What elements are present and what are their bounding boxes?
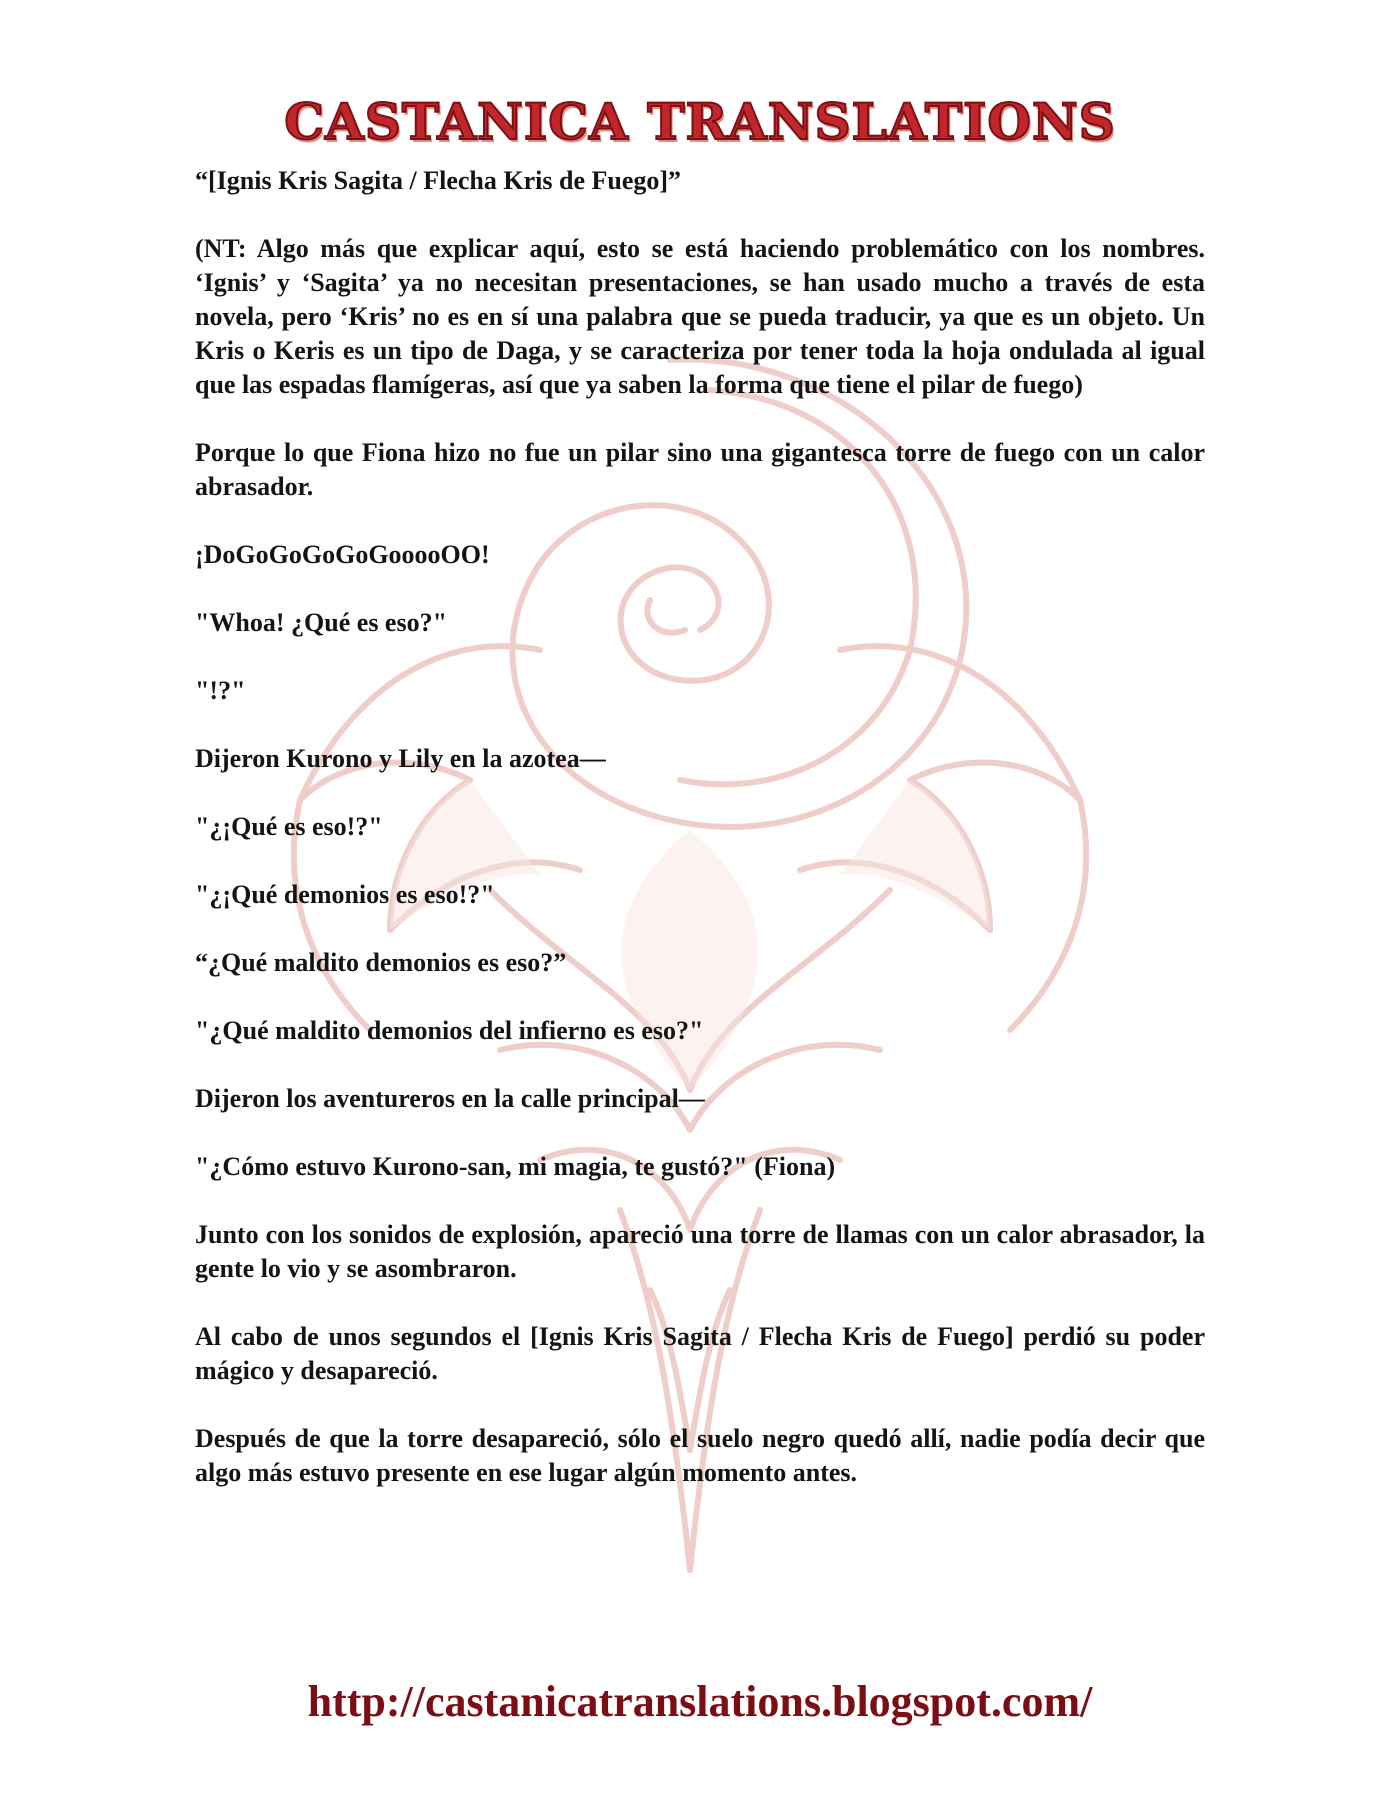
paragraph: ¡DoGoGoGoGoGooooOO!: [195, 540, 490, 569]
paragraph: Dijeron Kurono y Lily en la azotea—: [195, 744, 606, 773]
paragraph: Después de que la torre desapareció, sólo el suelo negro quedó allí, nadie podía decir que algo más estuvo presente en ese lugar algún momento antes.: [195, 1424, 1205, 1487]
paragraph: "¿¡Qué es eso!?": [195, 812, 383, 841]
paragraph: “[Ignis Kris Sagita / Flecha Kris de Fuego]”: [195, 166, 682, 195]
paragraph: "¿Qué maldito demonios del infierno es eso?": [195, 1016, 704, 1045]
translator-note-paragraph: (NT: Algo más que explicar aquí, esto se está haciendo problemático con los nombres. ‘Ignis’ y ‘Sagita’ ya no necesitan presentaciones, se han usado mucho a través de esta novela, pero ‘Kris’ no es en sí una palabra que se pueda traducir, ya que es un objeto. Un Kris o Keris es un tipo de Daga, y se caracteriza por tener toda la hoja ondulada al igual que las espadas flamígeras, así que ya saben la forma que tiene el pilar de fuego): [195, 234, 1205, 399]
paragraph: "!?": [195, 676, 246, 705]
paragraph: Dijeron los aventureros en la calle principal—: [195, 1084, 705, 1113]
site-title: CASTANICA TRANSLATIONS: [284, 92, 1116, 151]
document-body: [195, 164, 1205, 1524]
paragraph: Al cabo de unos segundos el [Ignis Kris Sagita / Flecha Kris de Fuego] perdió su poder mágico y desapareció.: [195, 1322, 1205, 1385]
footer-url-link[interactable]: http://castanicatranslations.blogspot.com/: [307, 1677, 1093, 1726]
paragraph: “¿Qué maldito demonios es eso?”: [195, 948, 567, 977]
paragraph: Porque lo que Fiona hizo no fue un pilar sino una gigantesca torre de fuego con un calor abrasador.: [195, 438, 1205, 501]
paragraph: "¿Cómo estuvo Kurono-san, mi magia, te gustó?" (Fiona): [195, 1152, 836, 1181]
paragraph: "Whoa! ¿Qué es eso?": [195, 608, 448, 637]
paragraph: Junto con los sonidos de explosión, apareció una torre de llamas con un calor abrasador, la gente lo vio y se asombraron.: [195, 1220, 1205, 1283]
paragraph: "¿¡Qué demonios es eso!?": [195, 880, 495, 909]
